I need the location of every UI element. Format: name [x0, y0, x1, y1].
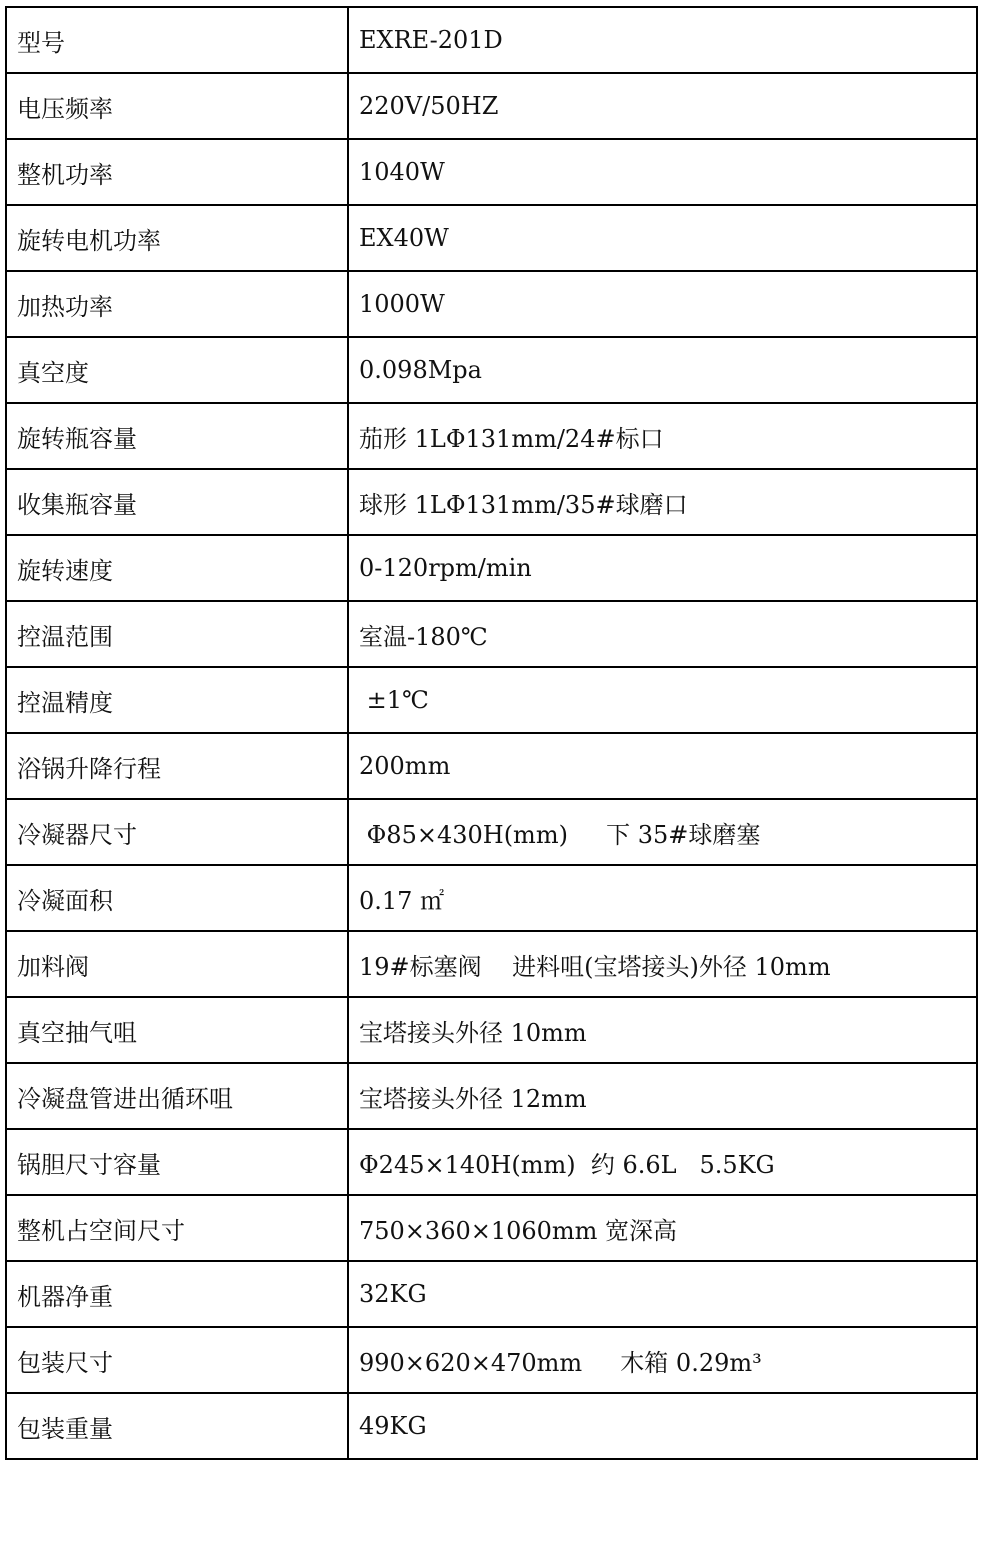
spec-label: 控温精度: [6, 667, 348, 733]
spec-label: 收集瓶容量: [6, 469, 348, 535]
table-row: [6, 667, 977, 733]
table-row: [6, 271, 977, 337]
spec-value: 茄形 1LΦ131mm/24#标口: [348, 403, 977, 469]
spec-value: 球形 1LΦ131mm/35#球磨口: [348, 469, 977, 535]
table-row: [6, 931, 977, 997]
spec-label: 浴锅升降行程: [6, 733, 348, 799]
spec-label: 机器净重: [6, 1261, 348, 1327]
table-row: [6, 1063, 977, 1129]
spec-value: 0.17 ㎡: [348, 865, 977, 931]
spec-value: 32KG: [348, 1261, 977, 1327]
spec-value: EXRE-201D: [348, 7, 977, 73]
spec-label: 旋转瓶容量: [6, 403, 348, 469]
table-row: [6, 337, 977, 403]
spec-label: 控温范围: [6, 601, 348, 667]
spec-label: 包装尺寸: [6, 1327, 348, 1393]
table-row: [6, 403, 977, 469]
table-row: [6, 1327, 977, 1393]
spec-label: 冷凝器尺寸: [6, 799, 348, 865]
table-row: [6, 1195, 977, 1261]
table-row: [6, 997, 977, 1063]
spec-value: Φ245×140H(mm) 约 6.6L 5.5KG: [348, 1129, 977, 1195]
spec-label: 旋转速度: [6, 535, 348, 601]
spec-label: 电压频率: [6, 73, 348, 139]
spec-label: 真空抽气咀: [6, 997, 348, 1063]
table-row: [6, 865, 977, 931]
table-row: [6, 205, 977, 271]
table-row: [6, 7, 977, 73]
spec-label: 型号: [6, 7, 348, 73]
table-row: [6, 469, 977, 535]
spec-value: 1000W: [348, 271, 977, 337]
table-row: [6, 139, 977, 205]
spec-table: [5, 6, 978, 1460]
spec-value: 宝塔接头外径 12mm: [348, 1063, 977, 1129]
spec-value: 19#标塞阀 进料咀(宝塔接头)外径 10mm: [348, 931, 977, 997]
table-row: [6, 601, 977, 667]
spec-label: 旋转电机功率: [6, 205, 348, 271]
spec-label: 冷凝盘管进出循环咀: [6, 1063, 348, 1129]
spec-value: 室温-180℃: [348, 601, 977, 667]
table-row: [6, 799, 977, 865]
spec-value: 220V/50HZ: [348, 73, 977, 139]
spec-value: EX40W: [348, 205, 977, 271]
spec-label: 加料阀: [6, 931, 348, 997]
table-row: [6, 733, 977, 799]
table-row: [6, 73, 977, 139]
spec-value: 宝塔接头外径 10mm: [348, 997, 977, 1063]
spec-label: 整机功率: [6, 139, 348, 205]
table-row: [6, 1393, 977, 1459]
spec-table-body: [6, 7, 977, 1459]
spec-label: 包装重量: [6, 1393, 348, 1459]
spec-label: 锅胆尺寸容量: [6, 1129, 348, 1195]
spec-value: 990×620×470mm 木箱 0.29m³: [348, 1327, 977, 1393]
spec-value: 49KG: [348, 1393, 977, 1459]
spec-value: ±1℃: [348, 667, 977, 733]
spec-value: 1040W: [348, 139, 977, 205]
spec-label: 真空度: [6, 337, 348, 403]
spec-value: 200mm: [348, 733, 977, 799]
spec-label: 冷凝面积: [6, 865, 348, 931]
table-row: [6, 1261, 977, 1327]
spec-label: 加热功率: [6, 271, 348, 337]
spec-value: Φ85×430H(mm) 下 35#球磨塞: [348, 799, 977, 865]
spec-label: 整机占空间尺寸: [6, 1195, 348, 1261]
spec-value: 0.098Mpa: [348, 337, 977, 403]
table-row: [6, 1129, 977, 1195]
table-row: [6, 535, 977, 601]
spec-value: 0-120rpm/min: [348, 535, 977, 601]
spec-value: 750×360×1060mm 宽深高: [348, 1195, 977, 1261]
